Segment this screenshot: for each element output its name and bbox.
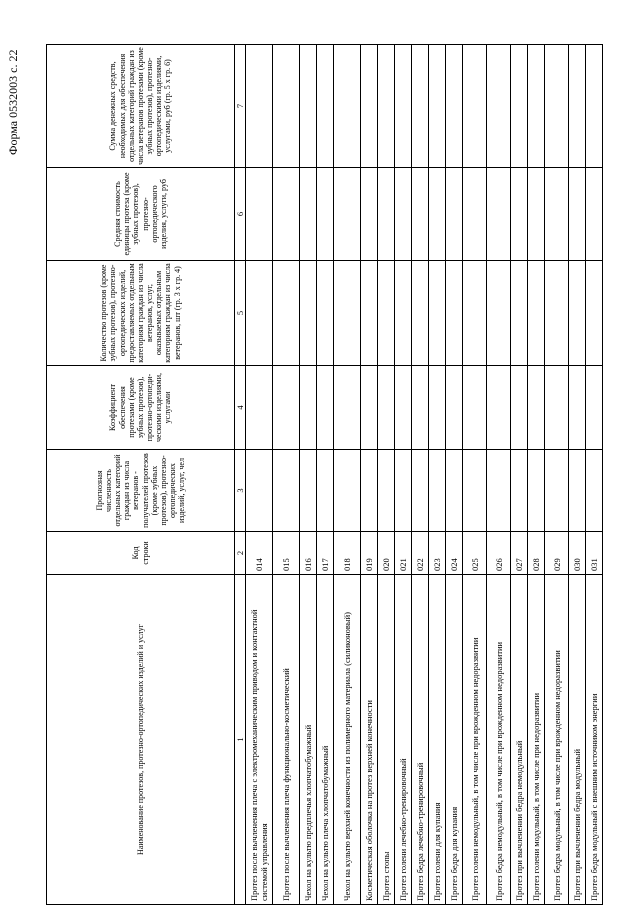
row-name: Протез после вычленения плеча функционально-косметический — [273, 575, 300, 905]
empty-cell[interactable] — [412, 261, 429, 366]
empty-cell[interactable] — [487, 261, 511, 366]
empty-cell[interactable] — [545, 450, 569, 532]
row-code: 029 — [545, 532, 569, 575]
empty-cell[interactable] — [569, 168, 586, 261]
table-row — [273, 45, 300, 905]
empty-cell[interactable] — [273, 168, 300, 261]
empty-cell[interactable] — [395, 45, 412, 168]
empty-cell[interactable] — [528, 261, 545, 366]
empty-cell[interactable] — [395, 168, 412, 261]
empty-cell[interactable] — [246, 45, 273, 168]
table-row — [586, 45, 603, 905]
row-code: 031 — [586, 532, 603, 575]
empty-cell[interactable] — [586, 45, 603, 168]
header-row — [47, 45, 235, 905]
empty-cell[interactable] — [395, 366, 412, 450]
empty-cell[interactable] — [361, 261, 378, 366]
row-name: Чехол на культю плеча хлопчатобумажный — [317, 575, 334, 905]
empty-cell[interactable] — [528, 450, 545, 532]
empty-cell[interactable] — [300, 168, 317, 261]
header-code: Код строки — [47, 532, 235, 575]
empty-cell[interactable] — [545, 168, 569, 261]
empty-cell[interactable] — [511, 45, 528, 168]
table-row — [334, 45, 361, 905]
empty-cell[interactable] — [334, 45, 361, 168]
empty-cell[interactable] — [378, 366, 395, 450]
empty-cell[interactable] — [586, 450, 603, 532]
empty-cell[interactable] — [586, 261, 603, 366]
empty-cell[interactable] — [246, 168, 273, 261]
empty-cell[interactable] — [246, 366, 273, 450]
col-number: 3 — [235, 450, 246, 532]
row-name: Протез после вычленения плеча с электромеханическим приводом и контактной системой управления — [246, 575, 273, 905]
row-code: 014 — [246, 532, 273, 575]
empty-cell[interactable] — [412, 45, 429, 168]
empty-cell[interactable] — [361, 45, 378, 168]
empty-cell[interactable] — [586, 168, 603, 261]
header-col5: Количество протезов (кроме зубных протезов), протезно-ортопедических изделий, предоставляемых отдельным категориям граждан из числа ветеранов, услуг, оказываемых отдельным категориям граждан из числа ветеранов, шт (гр. 3 x гр. 4) — [47, 261, 235, 366]
row-name: Протез бедра модульный, в том числе при врожденном недоразвитии — [545, 575, 569, 905]
empty-cell[interactable] — [511, 261, 528, 366]
empty-cell[interactable] — [586, 366, 603, 450]
empty-cell[interactable] — [487, 366, 511, 450]
empty-cell[interactable] — [317, 261, 334, 366]
col-number: 1 — [235, 575, 246, 905]
table-row — [569, 45, 586, 905]
header-name: Наименование протезов, протезно-ортопедических изделий и услуг — [47, 575, 235, 905]
empty-cell[interactable] — [361, 450, 378, 532]
empty-cell[interactable] — [412, 450, 429, 532]
empty-cell[interactable] — [545, 366, 569, 450]
empty-cell[interactable] — [429, 261, 446, 366]
row-name: Косметическая оболочка на протез верхней конечности — [361, 575, 378, 905]
table-row — [487, 45, 511, 905]
col-number: 2 — [235, 532, 246, 575]
row-name: Протез голени модульный, в том числе при недоразвитии — [528, 575, 545, 905]
empty-cell[interactable] — [446, 168, 463, 261]
row-code: 028 — [528, 532, 545, 575]
row-code: 020 — [378, 532, 395, 575]
data-table — [46, 44, 603, 905]
empty-cell[interactable] — [545, 45, 569, 168]
row-name: Протез при вычленении бедра немодульный — [511, 575, 528, 905]
empty-cell[interactable] — [273, 261, 300, 366]
empty-cell[interactable] — [317, 450, 334, 532]
empty-cell[interactable] — [528, 45, 545, 168]
empty-cell[interactable] — [378, 168, 395, 261]
empty-cell[interactable] — [361, 366, 378, 450]
row-name: Протез голени лечебно-тренировочный — [395, 575, 412, 905]
row-name: Чехол на культю верхней конечности из полимерного материала (силиконовый) — [334, 575, 361, 905]
empty-cell[interactable] — [395, 261, 412, 366]
table-row — [361, 45, 378, 905]
empty-cell[interactable] — [273, 366, 300, 450]
row-code: 017 — [317, 532, 334, 575]
empty-cell[interactable] — [511, 366, 528, 450]
col-number: 6 — [235, 168, 246, 261]
col-number: 4 — [235, 366, 246, 450]
table-row — [545, 45, 569, 905]
row-name: Протез стопы — [378, 575, 395, 905]
table-row — [429, 45, 446, 905]
table-row — [246, 45, 273, 905]
empty-cell[interactable] — [511, 168, 528, 261]
empty-cell[interactable] — [378, 261, 395, 366]
empty-cell[interactable] — [378, 45, 395, 168]
empty-cell[interactable] — [317, 45, 334, 168]
empty-cell[interactable] — [429, 366, 446, 450]
empty-cell[interactable] — [446, 366, 463, 450]
header-col7: Сумма денежных средств, необходимых для обеспечения отдельных категорий граждан из числа ветеранов протезами (кроме зубных протезов), протезно-ортопедическими изделиями, услугами, руб (гр. 5 x гр. 6) — [47, 45, 235, 168]
row-name: Протез голени немодульный, в том числе при врожденном недоразвитии — [463, 575, 487, 905]
empty-cell[interactable] — [273, 450, 300, 532]
empty-cell[interactable] — [412, 366, 429, 450]
empty-cell[interactable] — [545, 261, 569, 366]
row-code: 027 — [511, 532, 528, 575]
empty-cell[interactable] — [334, 168, 361, 261]
row-code: 022 — [412, 532, 429, 575]
row-name: Чехол на культю предплечья хлопчатобумажный — [300, 575, 317, 905]
empty-cell[interactable] — [429, 45, 446, 168]
empty-cell[interactable] — [463, 261, 487, 366]
empty-cell[interactable] — [446, 261, 463, 366]
row-code: 025 — [463, 532, 487, 575]
empty-cell[interactable] — [429, 168, 446, 261]
row-code: 019 — [361, 532, 378, 575]
empty-cell[interactable] — [446, 45, 463, 168]
form-label: Форма 0532003 с. 22 — [6, 49, 20, 155]
empty-cell[interactable] — [511, 450, 528, 532]
empty-cell[interactable] — [412, 168, 429, 261]
row-code: 015 — [273, 532, 300, 575]
empty-cell[interactable] — [487, 45, 511, 168]
empty-cell[interactable] — [395, 450, 412, 532]
column-number-row — [235, 45, 246, 905]
empty-cell[interactable] — [300, 261, 317, 366]
row-name: Протез при вычленении бедра модульный — [569, 575, 586, 905]
row-name: Протез бедра модульный с внешним источником энергии — [586, 575, 603, 905]
table-row — [412, 45, 429, 905]
table-row — [395, 45, 412, 905]
row-name: Протез бедра немодульный, в том числе при врожденном недоразвитии — [487, 575, 511, 905]
row-name: Протез голени для купания — [429, 575, 446, 905]
empty-cell[interactable] — [361, 168, 378, 261]
empty-cell[interactable] — [569, 45, 586, 168]
empty-cell[interactable] — [463, 168, 487, 261]
empty-cell[interactable] — [463, 45, 487, 168]
row-code: 021 — [395, 532, 412, 575]
row-code: 023 — [429, 532, 446, 575]
empty-cell[interactable] — [463, 366, 487, 450]
empty-cell[interactable] — [569, 450, 586, 532]
empty-cell[interactable] — [429, 450, 446, 532]
empty-cell[interactable] — [300, 45, 317, 168]
empty-cell[interactable] — [334, 366, 361, 450]
table-row — [300, 45, 317, 905]
header-col4: Коэффициент обеспечения протезами (кроме зубных протезов), протезно-ортопеди-ческими изделиями, услугами — [47, 366, 235, 450]
empty-cell[interactable] — [378, 450, 395, 532]
empty-cell[interactable] — [487, 168, 511, 261]
table-row — [511, 45, 528, 905]
empty-cell[interactable] — [317, 168, 334, 261]
empty-cell[interactable] — [487, 450, 511, 532]
header-col3: Прогнозная численность отдельных категорий граждан из числа ветеранов - получателей протезов (кроме зубных протезов), протезно-ортопедических изделий, услуг, чел — [47, 450, 235, 532]
table-row — [378, 45, 395, 905]
empty-cell[interactable] — [334, 450, 361, 532]
empty-cell[interactable] — [446, 450, 463, 532]
table-row — [317, 45, 334, 905]
table-body — [246, 45, 603, 905]
row-code: 016 — [300, 532, 317, 575]
col-number: 7 — [235, 45, 246, 168]
col-number: 5 — [235, 261, 246, 366]
row-name: Протез бедра для купания — [446, 575, 463, 905]
empty-cell[interactable] — [246, 261, 273, 366]
empty-cell[interactable] — [528, 168, 545, 261]
empty-cell[interactable] — [300, 366, 317, 450]
empty-cell[interactable] — [246, 450, 273, 532]
table-row — [446, 45, 463, 905]
empty-cell[interactable] — [334, 261, 361, 366]
row-code: 030 — [569, 532, 586, 575]
empty-cell[interactable] — [569, 261, 586, 366]
empty-cell[interactable] — [300, 450, 317, 532]
table-row — [463, 45, 487, 905]
row-code: 018 — [334, 532, 361, 575]
row-name: Протез бедра лечебно-тренировочный — [412, 575, 429, 905]
header-col6: Средняя стоимость единицы протеза (кроме зубных протезов), протезно-ортопедического изделия, услуги, руб — [47, 168, 235, 261]
row-code: 026 — [487, 532, 511, 575]
row-code: 024 — [446, 532, 463, 575]
empty-cell[interactable] — [528, 366, 545, 450]
empty-cell[interactable] — [569, 366, 586, 450]
table-row — [528, 45, 545, 905]
empty-cell[interactable] — [463, 450, 487, 532]
empty-cell[interactable] — [317, 366, 334, 450]
empty-cell[interactable] — [273, 45, 300, 168]
